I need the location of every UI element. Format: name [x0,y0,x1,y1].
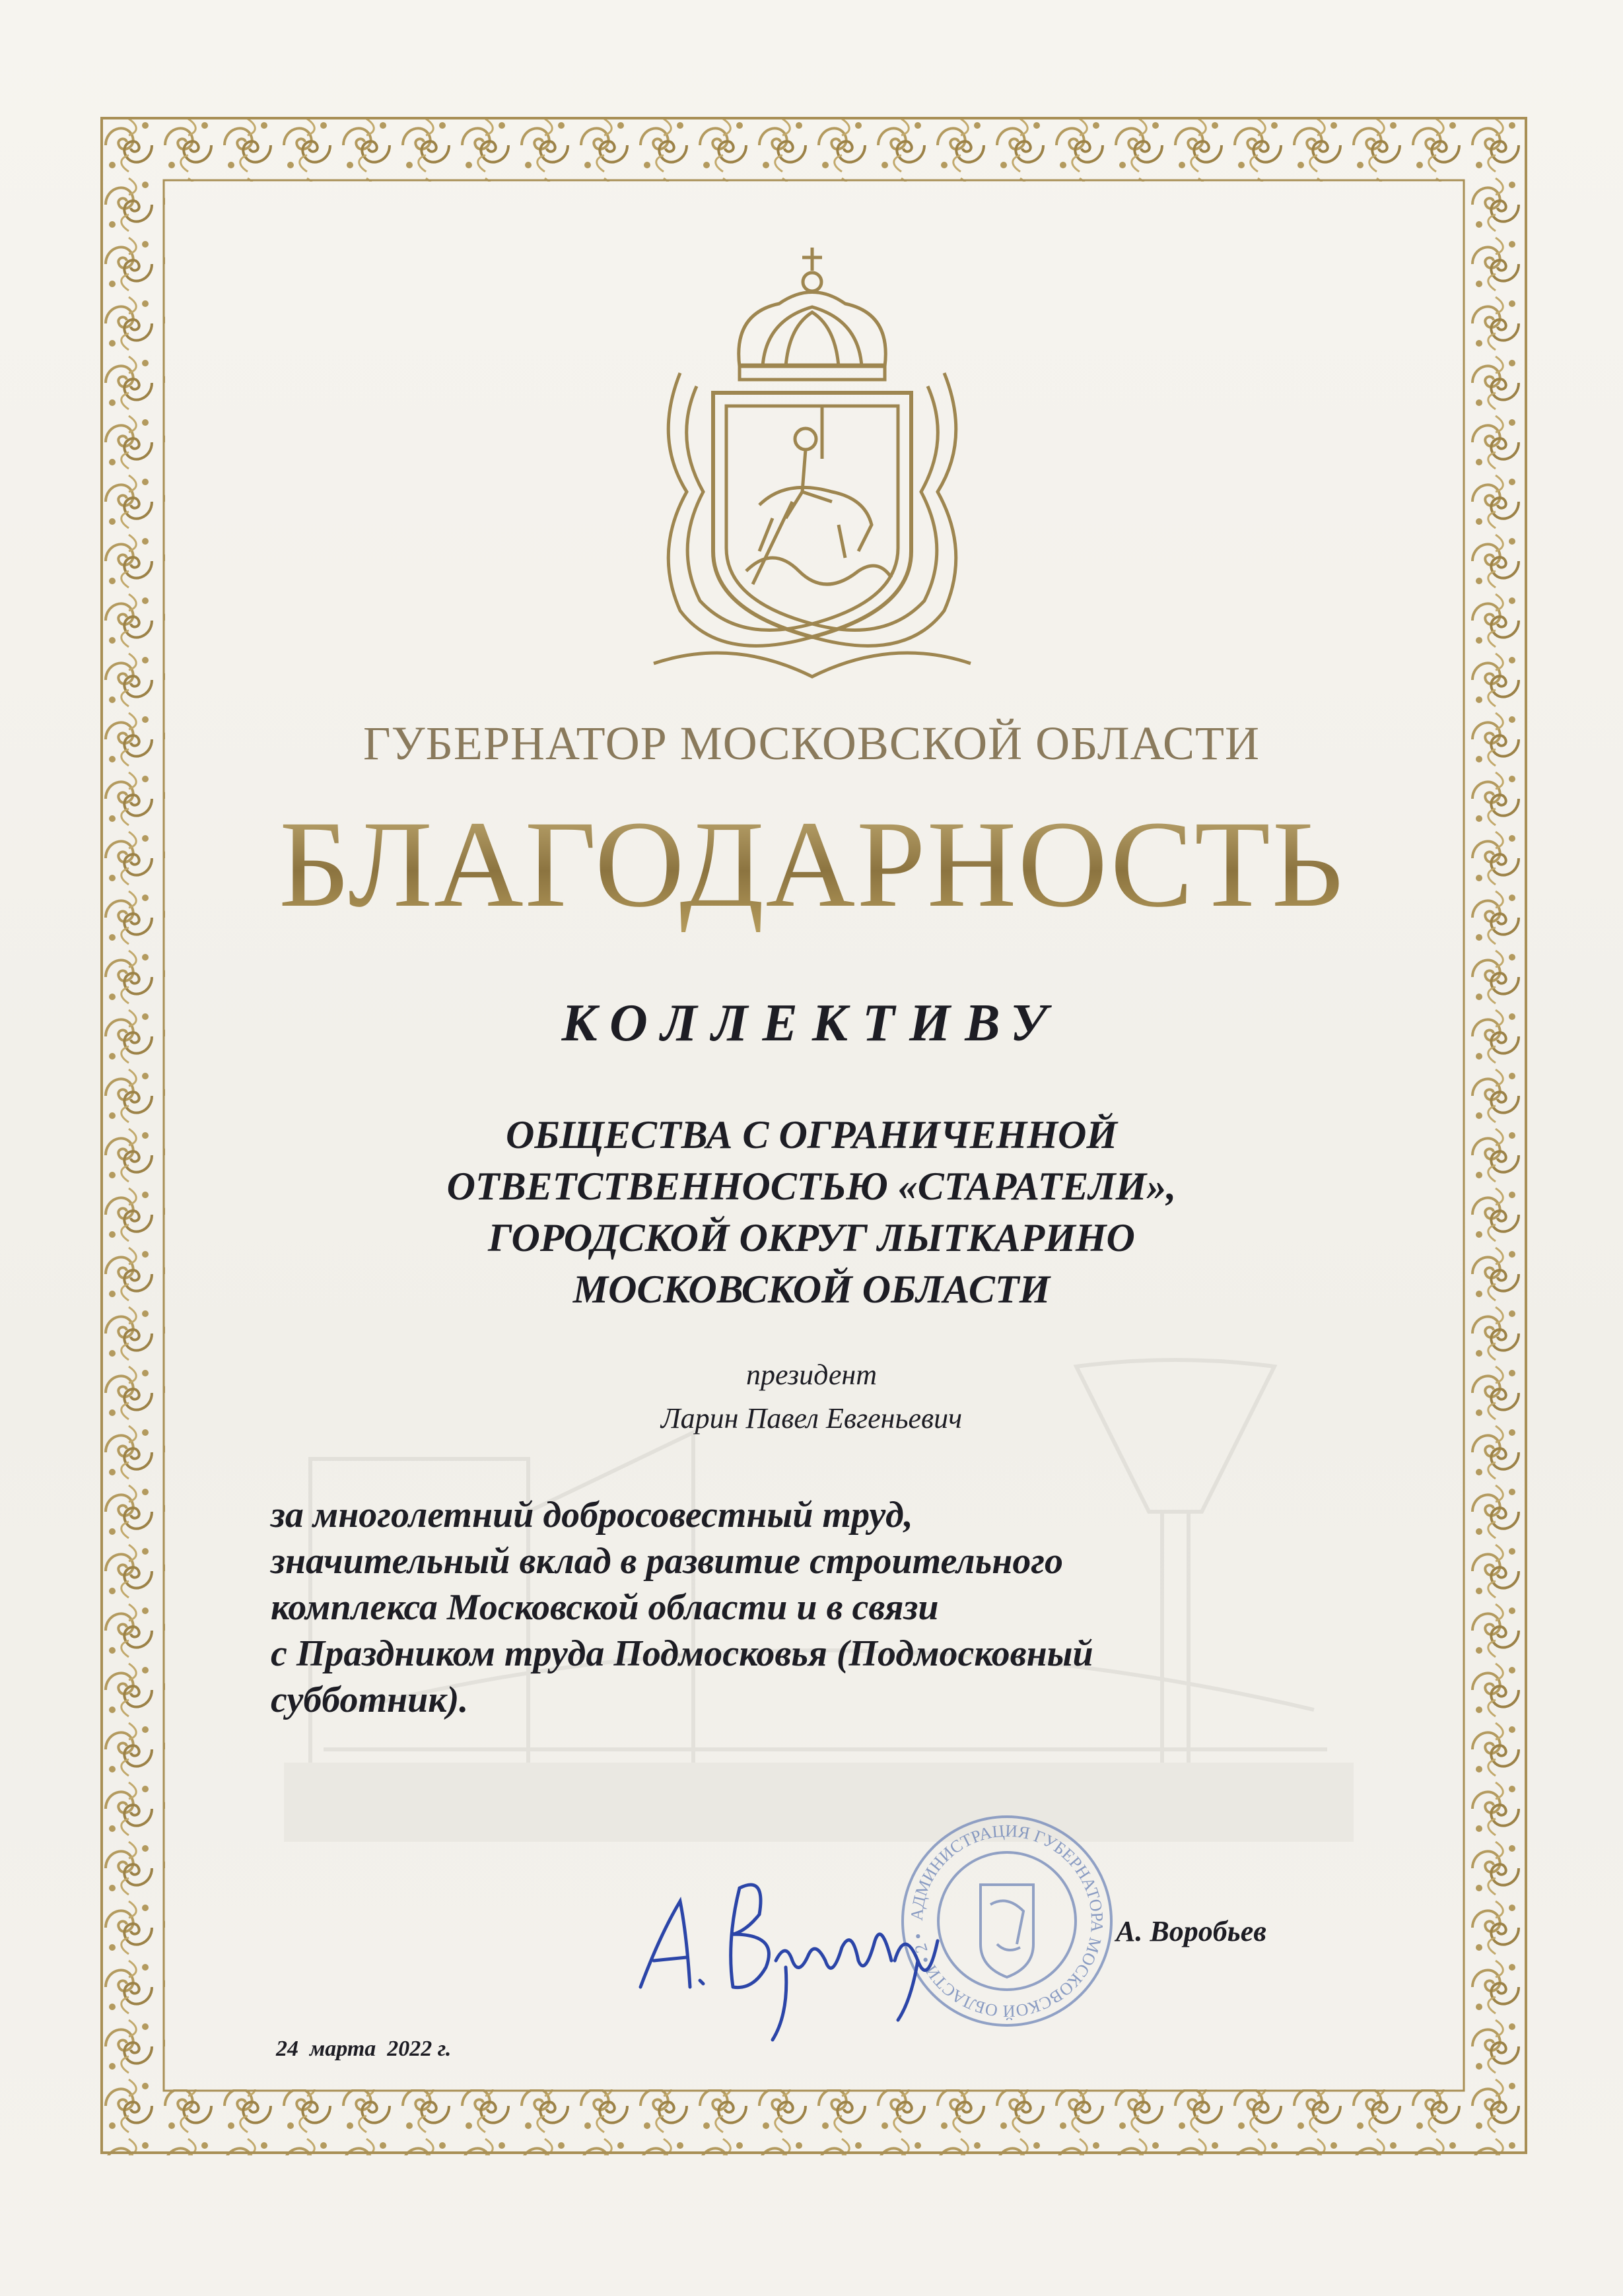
person-name: Ларин Павел Евгеньевич [660,1402,963,1435]
stamp-text: АДМИНИСТРАЦИЯ ГУБЕРНАТОРА МОСКОВСКОЙ ОБЛАСТИ • 2 • [907,1821,1107,2021]
organization-name [0,1109,1623,1315]
award-reason [271,1492,1354,1723]
handwritten-signature [634,1862,977,2046]
reason-line: субботник). [271,1679,469,1720]
organization-line: ОТВЕТСТВЕННОСТЬЮ «СТАРАТЕЛИ», [446,1165,1177,1208]
person-block [0,1353,1623,1440]
moscow-oblast-coat-of-arms-emblem [640,241,984,690]
organization-line: ГОРОДСКОЙ ОКРУГ ЛЫТКАРИНО [488,1216,1135,1260]
organization-line: ОБЩЕСТВА С ОГРАНИЧЕННОЙ [505,1113,1117,1157]
reason-line: с Праздником труда Подмосковья (Подмосковный [271,1633,1093,1674]
document-title: БЛАГОДАРНОСТЬ [0,792,1623,935]
signer-name: А. Воробьев [1116,1915,1266,1947]
organization-line: МОСКОВСКОЙ ОБЛАСТИ [572,1267,1051,1311]
issue-date: 24 марта 2022 г. [276,2037,452,2061]
person-position: президент [745,1359,878,1391]
reason-line: комплекса Московской области и в связи [271,1587,939,1628]
issuer-heading: ГУБЕРНАТОР МОСКОВСКОЙ ОБЛАСТИ [363,717,1260,770]
reason-line: значительный вклад в развитие строительного [271,1541,1064,1582]
addressee-label: КОЛЛЕКТИВУ [561,994,1062,1052]
reason-line: за многолетний добросовестный труд, [271,1495,913,1536]
